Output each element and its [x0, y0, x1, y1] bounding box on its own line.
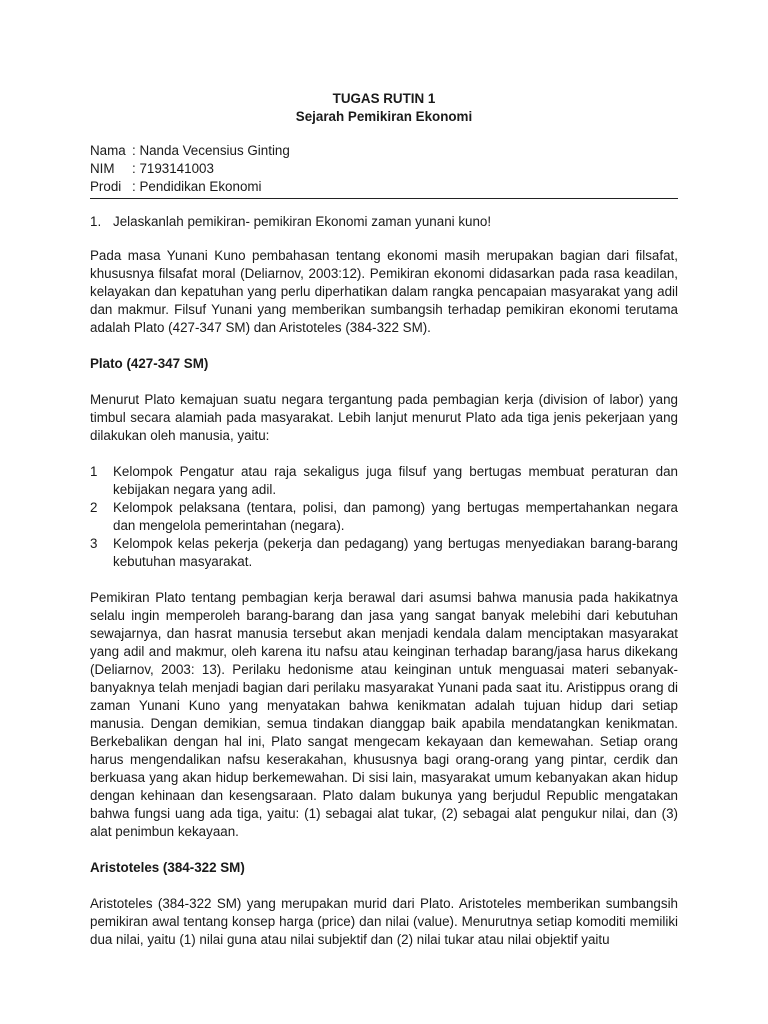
- list-item-number: 2: [90, 500, 98, 515]
- question-item: [90, 213, 678, 231]
- header-divider: [90, 198, 678, 199]
- question-text: Jelaskanlah pemikiran- pemikiran Ekonomi zaman yunani kuno!: [113, 214, 492, 229]
- info-value: : Nanda Vecensius Ginting: [132, 143, 290, 158]
- list-item-number: 3: [90, 536, 98, 551]
- list-item: [90, 499, 678, 535]
- document-page: [90, 88, 678, 967]
- info-label: NIM: [90, 161, 115, 176]
- student-info: [90, 142, 678, 196]
- list-item: [90, 463, 678, 499]
- plato-work-groups-list: [90, 463, 678, 571]
- intro-paragraph: Pada masa Yunani Kuno pembahasan tentang ekonomi masih merupakan bagian dari filsafat, khususnya filsafat moral (Deliarnov, 2003:12). Pemikiran ekonomi didasarkan pada rasa keadilan, kelayakan dan kepatuhan yang perlu diperhatikan dalam rangka pencapaian masyarakat yang adil dan makmur. Filsuf Yunani yang memberikan sumbangsih terhadap pemikiran ekonomi terutama adalah Plato (427-347 SM) dan Aristoteles (384-322 SM).: [90, 248, 678, 335]
- info-label: Nama: [90, 143, 126, 158]
- plato-paragraph: Menurut Plato kemajuan suatu negara tergantung pada pembagian kerja (division of labor) yang timbul secara alamiah pada masyarakat. Lebih lanjut menurut Plato ada tiga jenis pekerjaan yang dilakukan oleh manusia, yaitu:: [90, 392, 678, 443]
- info-row-nim: [90, 160, 678, 178]
- info-value: : Pendidikan Ekonomi: [132, 179, 262, 194]
- info-row-prodi: [90, 178, 678, 196]
- info-label: Prodi: [90, 179, 122, 194]
- question-number: 1.: [90, 214, 102, 229]
- aristoteles-paragraph: Aristoteles (384-322 SM) yang merupakan murid dari Plato. Aristoteles memberikan sumbangsih pemikiran awal tentang konsep harga (price) dan nilai (value). Menurutnya setiap komoditi memiliki dua nilai, yaitu (1) nilai guna atau nilai subjektif dan (2) nilai tukar atau nilai objektif yaitu: [90, 896, 678, 947]
- document-title: TUGAS RUTIN 1: [332, 91, 436, 106]
- list-item-text: Kelompok pelaksana (tentara, polisi, dan pamong) yang bertugas mempertahankan negara dan mengelola pemerintahan (negara).: [113, 500, 678, 533]
- list-item-text: Kelompok kelas pekerja (pekerja dan pedagang) yang bertugas menyediakan barang-barang kebutuhan masyarakat.: [113, 536, 678, 569]
- list-item-number: 1: [90, 464, 98, 479]
- info-value: : 7193141003: [132, 161, 214, 176]
- document-subtitle: Sejarah Pemikiran Ekonomi: [295, 109, 473, 124]
- aristoteles-heading: Aristoteles (384-322 SM): [90, 860, 245, 875]
- plato-long-paragraph: Pemikiran Plato tentang pembagian kerja berawal dari asumsi bahwa manusia pada hakikatnya selalu ingin memperoleh barang-barang dan jasa yang sangat banyak melebihi dari kebutuhan sewajarnya, dan hasrat manusia tersebut akan menjadi kendala dalam menciptakan masyarakat yang adil and makmur, oleh karena itu nafsu atau keinginan terhadap barang/jasa harus dikekang (Deliarnov, 2003: 13). Perilaku hedonisme atau keinginan untuk menguasai materi sebanyak-banyaknya telah menjadi bagian dari perilaku masyarakat Yunani pada saat itu. Aristippus orang di zaman Yunani Kuno yang menyatakan bahwa kenikmatan adalah tujuan hidup dari setiap manusia. Dengan demikian, semua tindakan dianggap baik apabila mendatangkan kenikmatan. Berkebalikan dengan hal ini, Plato sangat mengecam kekayaan dan kemewahan. Setiap orang harus mengendalikan nafsu keserakahan, khususnya bagi orang-orang yang pintar, cerdik dan berkuasa yang akan hidup berkemewahan. Di sisi lain, masyarakat umum kebanyakan akan hidup dengan kehinaan dan kesengsaraan. Plato dalam bukunya yang berjudul Republic mengatakan bahwa fungsi uang ada tiga, yaitu: (1) sebagai alat tukar, (2) sebagai alat pengukur nilai, dan (3) alat penimbun kekayaan.: [90, 590, 678, 839]
- list-item: [90, 535, 678, 571]
- info-row-nama: [90, 142, 678, 160]
- list-item-text: Kelompok Pengatur atau raja sekaligus juga filsuf yang bertugas membuat peraturan dan kebijakan negara yang adil.: [113, 464, 678, 497]
- plato-heading: Plato (427-347 SM): [90, 356, 209, 371]
